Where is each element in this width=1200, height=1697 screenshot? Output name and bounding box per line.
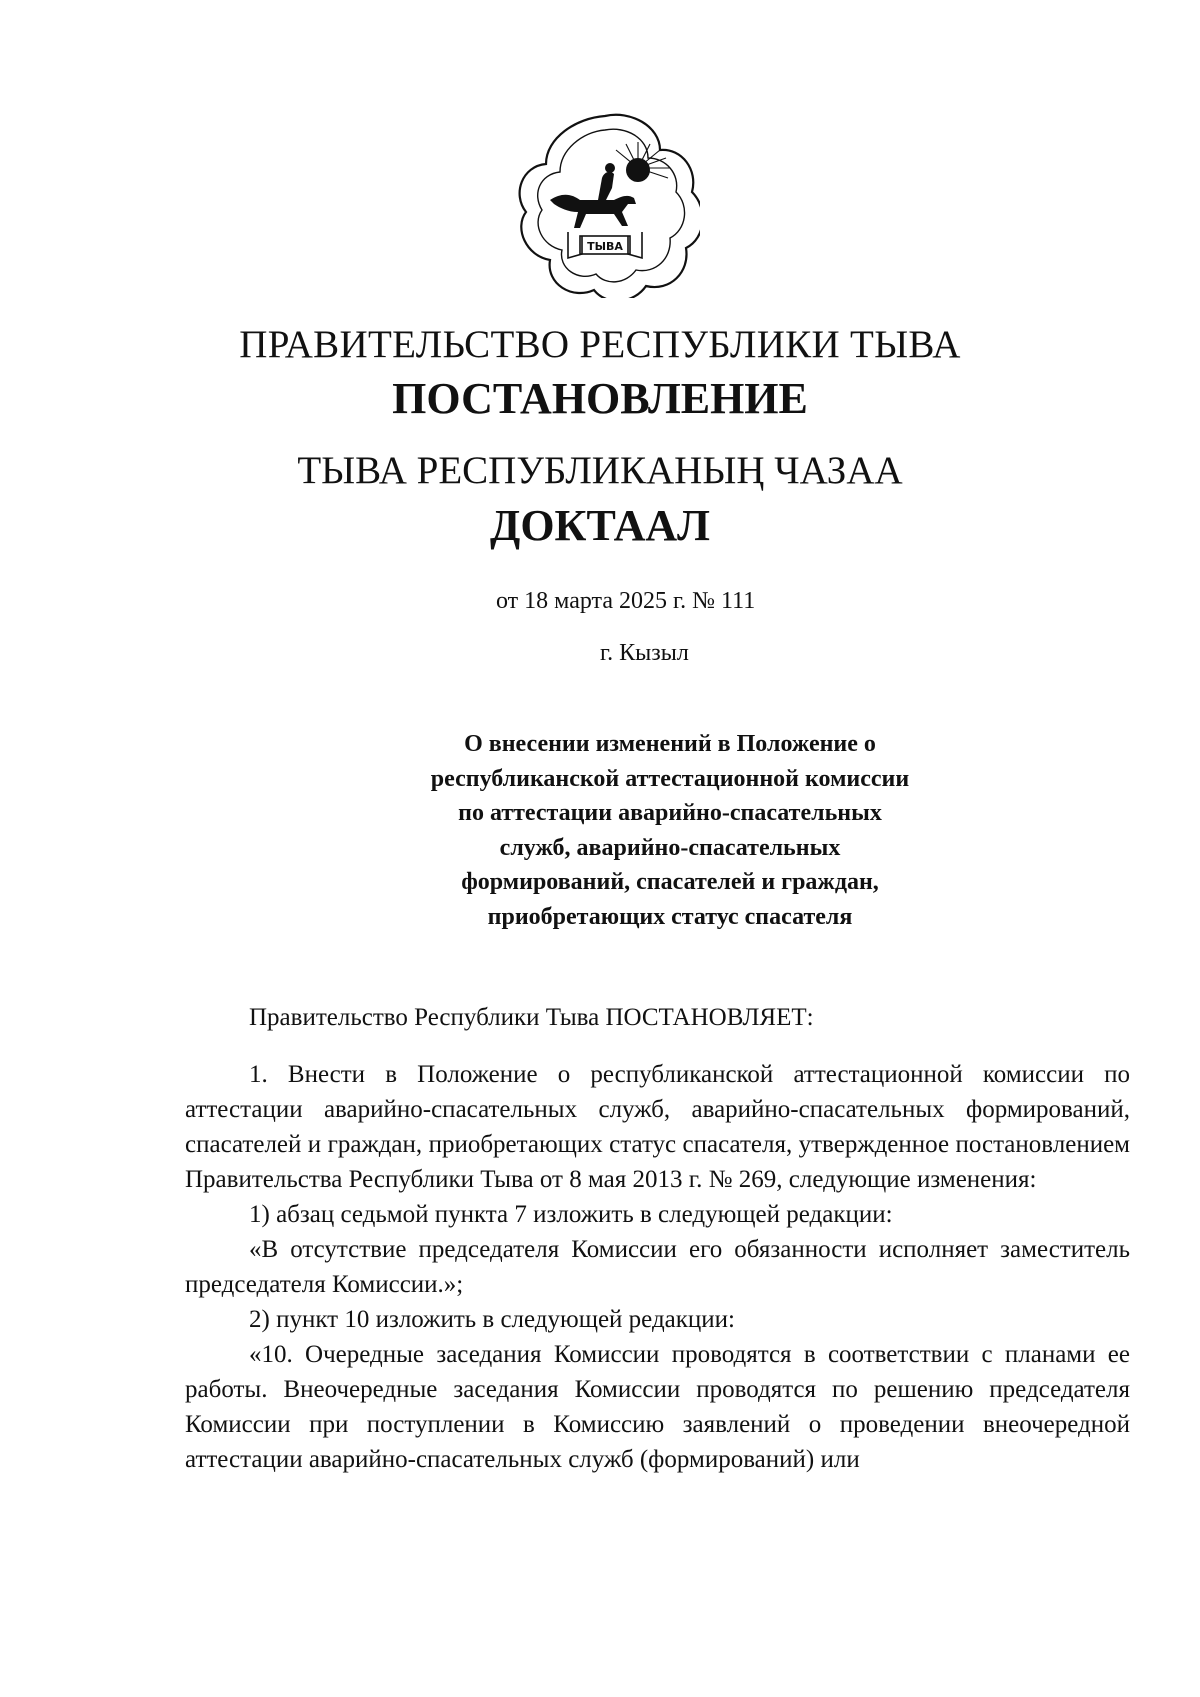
- preamble: Правительство Республики Тыва ПОСТАНОВЛЯЕТ:: [249, 1004, 814, 1031]
- subject-line: служб, аварийно-спасательных: [499, 834, 841, 861]
- document-body: [185, 1057, 1130, 1477]
- document-type-tuvan: ДОКТААЛ: [490, 501, 710, 550]
- document-city: г. Кызыл: [600, 640, 689, 666]
- subject-line: формирований, спасателей и граждан,: [461, 869, 879, 895]
- government-title-tuvan: ТЫВА РЕСПУБЛИКАНЫҢ ЧАЗАА: [297, 449, 903, 492]
- body-paragraph: «В отсутствие председателя Комиссии его обязанности исполняет заместитель председателя Комиссии.»;: [185, 1236, 1130, 1298]
- emblem-text: ТЫВА: [587, 240, 623, 253]
- subject-line: по аттестации аварийно-спасательных: [458, 800, 882, 826]
- document-subject: [360, 727, 980, 934]
- document-date-number: от 18 марта 2025 г. № 111: [496, 588, 756, 614]
- body-paragraph: 2) пункт 10 изложить в следующей редакции:: [249, 1306, 735, 1333]
- body-paragraph: 1. Внести в Положение о республиканской аттестационной комиссии по аттестации аварийно-спасательных служб, аварийно-спасательных формирований, спасателей и граждан, приобретающих статус спасателя, утвержденное постановлением Правительства Республики Тыва от 8 мая 2013 г. № 269, следующие изменения:: [185, 1061, 1130, 1193]
- tuva-coat-of-arms-icon: [510, 108, 700, 298]
- body-paragraph: «10. Очередные заседания Комиссии проводятся в соответствии с планами ее работы. Внеочередные заседания Комиссии проводятся по решению председателя Комиссии при поступлении в Комиссию заявлений о проведении внеочередной аттестации аварийно-спасательных служб (формирований) или: [185, 1341, 1130, 1473]
- subject-line: О внесении изменений в Положение о: [464, 731, 876, 757]
- subject-line: приобретающих статус спасателя: [487, 903, 853, 930]
- body-paragraph: 1) абзац седьмой пункта 7 изложить в следующей редакции:: [249, 1201, 893, 1228]
- document-type: ПОСТАНОВЛЕНИЕ: [392, 374, 808, 423]
- subject-line: республиканской аттестационной комиссии: [430, 765, 910, 792]
- government-title: ПРАВИТЕЛЬСТВО РЕСПУБЛИКИ ТЫВА: [239, 323, 961, 366]
